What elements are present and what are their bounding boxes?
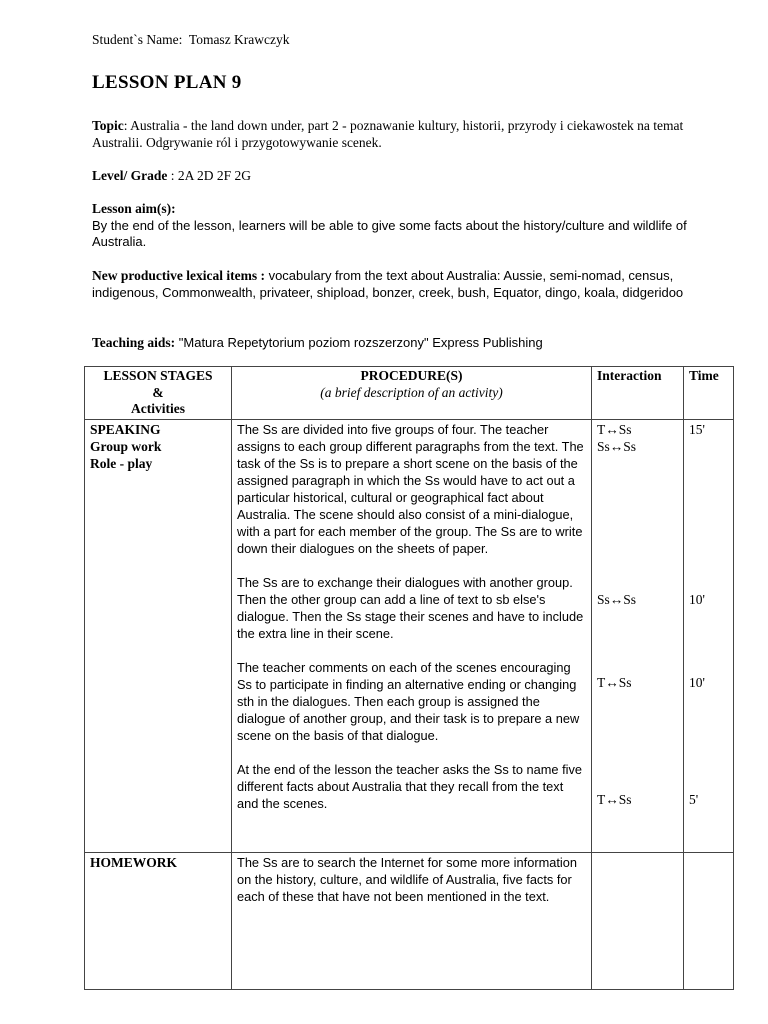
aims-label: Lesson aim(s): <box>92 201 176 216</box>
header-procedure-title: PROCEDURE(S) <box>360 368 463 383</box>
level-label: Level/ Grade <box>92 168 168 183</box>
time-step-4: 5' <box>689 791 699 807</box>
header-stages-line2: & <box>152 384 164 400</box>
interaction-step-1a: T↔Ss <box>597 421 632 437</box>
aids-label: Teaching aids: <box>92 335 176 350</box>
student-name-value: Tomasz Krawczyk <box>188 32 290 47</box>
time-cell-speaking <box>684 419 734 852</box>
student-name-line <box>92 32 290 48</box>
stage-speaking: SPEAKING <box>90 421 161 437</box>
interaction-step-2: Ss↔Ss <box>597 591 637 607</box>
time-step-3: 10' <box>689 674 705 690</box>
aims-text: By the end of the lesson, learners will be able to give some facts about the history/culture and wildlife of Australia. <box>92 217 687 249</box>
interaction-step-1b: Ss↔Ss <box>597 438 637 454</box>
aids-section <box>92 335 692 352</box>
procedure-step-2: The Ss are to exchange their dialogues with another group. Then the other group can add a line of text to sb else's dialogue. Then the Ss stage their scenes and have to include the extra line in their scene. <box>237 574 584 641</box>
interaction-cell-homework <box>592 852 684 989</box>
header-stages-line3: Activities <box>131 401 185 416</box>
stage-cell-homework: HOMEWORK <box>85 852 232 989</box>
aims-section <box>92 201 692 251</box>
aids-text: "Matura Repetytorium poziom rozszerzony" Express Publishing <box>175 335 543 350</box>
header-time: Time <box>684 367 734 420</box>
procedure-cell-speaking <box>232 419 592 852</box>
header-stages-line1: LESSON STAGES <box>103 368 213 383</box>
time-cell-homework <box>684 852 734 989</box>
page-title: LESSON PLAN 9 <box>92 72 242 93</box>
procedure-step-1: The Ss are divided into five groups of four. The teacher assigns to each group different paragraphs from the text. The task of the Ss is to prepare a short scene on the basis of the assigned paragraph in which the Ss would have to act out a particular historical, cultural or geographical fact about Australia. The scene should also consist of a mini-dialogue, with a part for each member of the group. The Ss are to write down their dialogues on the sheets of paper. <box>237 421 584 556</box>
stage-group-work: Group work <box>90 438 162 454</box>
topic-text: : Australia - the land down under, part 2 - poznawanie kultury, historii, przyrody i ciekawostek na temat Australii. Odgrywanie ról i przygotowywanie scenek. <box>92 118 684 150</box>
student-name-label: Student`s Name: <box>92 32 183 47</box>
level-text: : 2A 2D 2F 2G <box>167 168 251 183</box>
topic-section <box>92 118 692 151</box>
table-row-homework <box>85 852 734 989</box>
procedure-cell-homework: The Ss are to search the Internet for some more information on the history, culture, and wildlife of Australia, five facts for each of these that have not been mentioned in the text. <box>232 852 592 989</box>
procedure-step-3: The teacher comments on each of the scenes encouraging Ss to participate in finding an alternative ending or changing sth in the dialogues. Then each group is assigned the dialogue of another group, and their task is to prepare a new scene on the basis of that dialogue. <box>237 659 580 743</box>
topic-label: Topic <box>92 118 124 133</box>
header-lesson-stages <box>85 367 232 420</box>
procedure-step-4: At the end of the lesson the teacher asks the Ss to name five different facts about Australia that they recall from the text and the scenes. <box>237 761 583 811</box>
interaction-step-4: T↔Ss <box>597 791 632 807</box>
lexical-label: New productive lexical items : <box>92 268 265 283</box>
level-section <box>92 168 692 185</box>
time-step-2: 10' <box>689 591 705 607</box>
time-step-1: 15' <box>689 421 705 437</box>
table-header-row <box>85 367 734 420</box>
lexical-section <box>92 268 692 301</box>
interaction-step-3: T↔Ss <box>597 674 632 690</box>
stage-cell-speaking <box>85 419 232 852</box>
lesson-plan-table <box>84 366 734 990</box>
header-interaction: Interaction <box>592 367 684 420</box>
table-row-speaking <box>85 419 734 852</box>
lexical-text: vocabulary from the text about Australia: Aussie, semi-nomad, census, indigenous, Commonwealth, privateer, shipload, bonzer, creek, bush, Equator, dingo, koala, didgeridoo <box>92 268 684 300</box>
header-procedure-subtitle: (a brief description of an activity) <box>320 384 503 400</box>
stage-role-play: Role - play <box>90 455 153 471</box>
interaction-cell-speaking <box>592 419 684 852</box>
header-procedure <box>232 367 592 420</box>
